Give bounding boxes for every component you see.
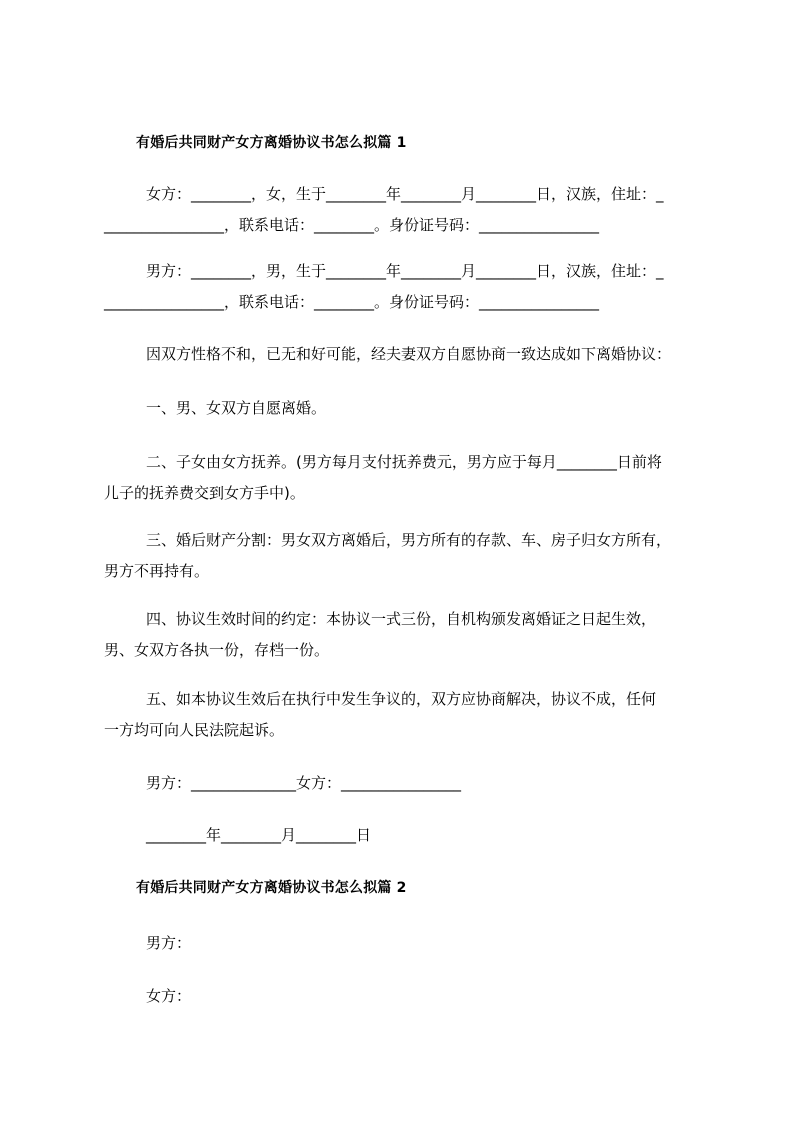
signature-line: 男方：______________女方：________________ (146, 774, 462, 792)
section-1-heading: 有婚后共同财产女方离婚协议书怎么拟篇 1 (136, 135, 407, 151)
clause-3-line-1: 三、婚后财产分割：男女双方离婚后，男方所有的存款、车、房子归女方所有， (146, 531, 672, 549)
clause-4-line-1: 四、协议生效时间的约定：本协议一式三份，自机构颁发离婚证之日起生效， (146, 610, 657, 628)
clause-5-line-2: 一方均可向人民法院起诉。 (104, 721, 285, 739)
clause-2-line-1: 二、子女由女方抚养。(男方每月支付抚养费元，男方应于每月________日前将 (146, 453, 662, 471)
clause-4 (104, 604, 704, 666)
clause-1-text: 一、男、女双方自愿离婚。 (146, 399, 327, 417)
husband-info-line-2: ________________，联系电话：________。身份证号码：________________ (104, 293, 600, 311)
clause-5-line-1: 五、如本协议生效后在执行中发生争议的，双方应协商解决，协议不成，任何 (146, 690, 657, 708)
section-2-husband-label: 男方： (146, 934, 192, 952)
husband-info-paragraph (104, 256, 704, 318)
wife-info-paragraph (104, 179, 704, 241)
intro-paragraph (104, 339, 704, 370)
clause-1 (104, 393, 704, 424)
clause-3-line-2: 男方不再持有。 (104, 562, 210, 580)
clause-5 (104, 684, 704, 746)
wife-info-line-1: 女方：________，女，生于________年________月________日，汉族，住址：_ (146, 185, 664, 203)
date-line: ________年________月________日 (146, 826, 372, 844)
section-2-heading: 有婚后共同财产女方离婚协议书怎么拟篇 2 (136, 880, 407, 896)
clause-2-line-2: 儿子的抚养费交到女方手中)。 (104, 484, 305, 502)
clause-3 (104, 525, 704, 587)
husband-info-line-1: 男方：________，男，生于________年________月________日，汉族，住址：_ (146, 262, 664, 280)
clause-4-line-2: 男、女双方各执一份，存档一份。 (104, 641, 330, 659)
section-2-wife-label: 女方： (146, 987, 192, 1005)
intro-text: 因双方性格不和，已无和好可能，经夫妻双方自愿协商一致达成如下离婚协议： (146, 345, 672, 363)
clause-2 (104, 447, 704, 509)
wife-info-line-2: ________________，联系电话：________。身份证号码：________________ (104, 216, 600, 234)
